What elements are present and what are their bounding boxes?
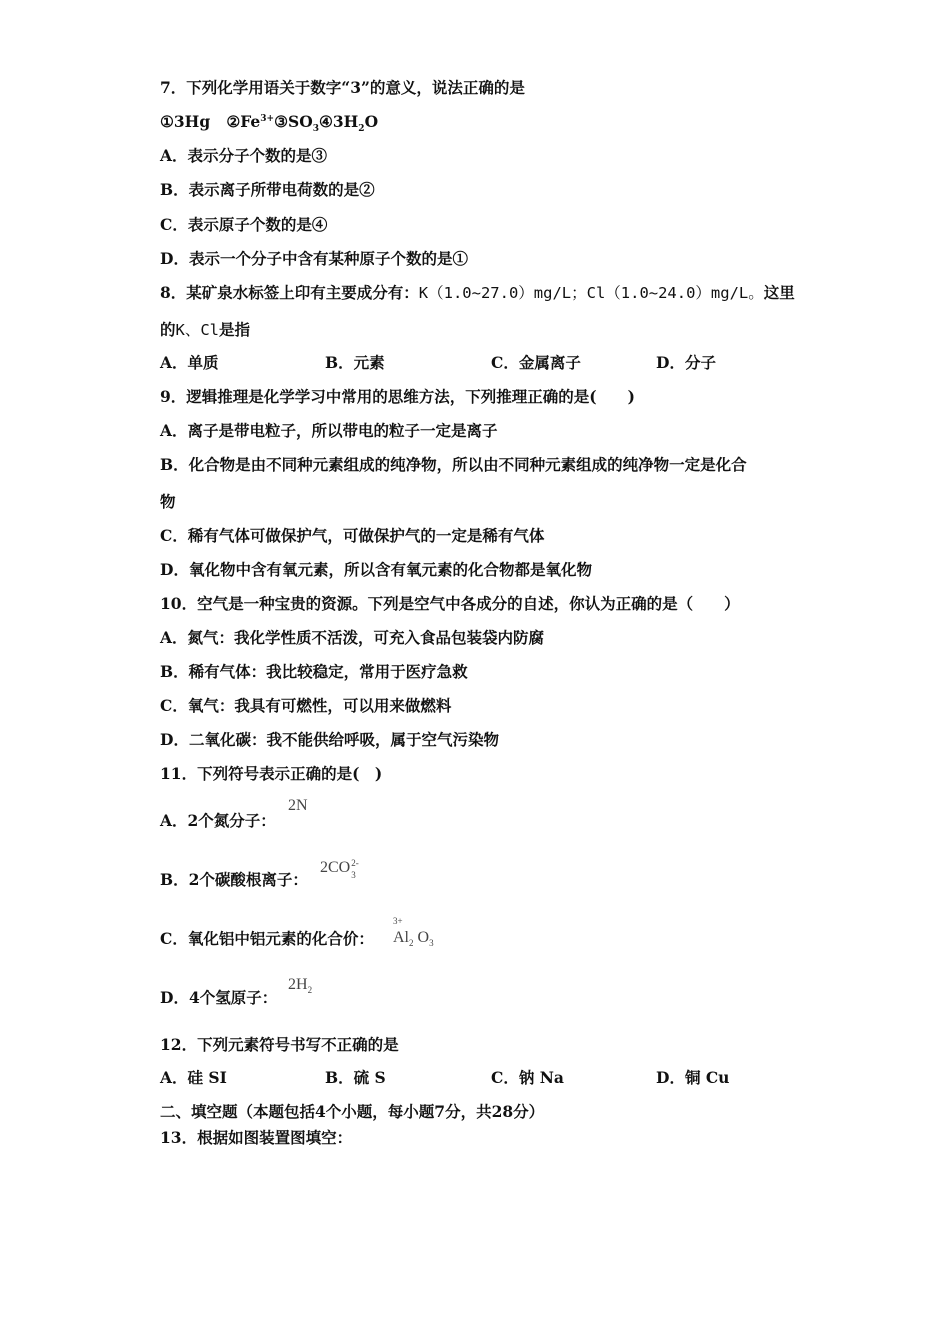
q10-stem: 10．空气是一种宝贵的资源。下列是空气中各成分的自述，你认为正确的是（ ） — [160, 594, 740, 613]
q7-item-2: $②Fe^{3+}$ — [226, 112, 275, 131]
q8-option-b: B．元素 — [325, 353, 385, 372]
q7-item-3: $③SO_3$ — [274, 112, 319, 135]
section-heading: 二、填空题（本题包括4个小题，每小题7分，共28分） — [160, 1102, 545, 1121]
q9-option-a: A．离子是带电粒子，所以带电的粒子一定是离子 — [160, 421, 498, 440]
q7-item-4: $④3H_2O$ — [318, 112, 379, 135]
q8-stem: 8．某矿泉水标签上印有主要成分有：K（1.0~27.0）mg/L；Cl（1.0~24.0）mg/L。这里 — [160, 283, 795, 302]
q12-option-b: B．硫 S — [325, 1068, 386, 1087]
q9-stem: 9．逻辑推理是化学学习中常用的思维方法，下列推理正确的是( ) — [160, 387, 635, 406]
q11-option-d-formula: $2H_2$ — [288, 976, 313, 996]
q7-item-1: ①3Hg — [160, 112, 211, 131]
q8-label-values: K（1.0~27.0）mg/L；Cl（1.0~24.0）mg/L。 — [418, 284, 764, 302]
q13-stem: 13．根据如图装置图填空： — [160, 1128, 353, 1147]
q10-option-d: D．二氧化碳：我不能供给呼吸，属于空气污染物 — [160, 730, 499, 749]
q12-option-c: C．钠 Na — [491, 1068, 564, 1087]
q12-option-d: D．铜 Cu — [656, 1068, 730, 1087]
q10-option-c: C．氧气：我具有可燃性，可以用来做燃料 — [160, 696, 452, 715]
q8-stem-continued: 的K、Cl是指 — [160, 320, 251, 339]
q12-stem: 12．下列元素符号书写不正确的是 — [160, 1035, 399, 1054]
q8-option-d: D．分子 — [656, 353, 716, 372]
q8-option-c: C．金属离子 — [491, 353, 581, 372]
q11-option-c: C．氧化铝中铝元素的化合价： — [160, 929, 374, 948]
q11-option-b: B．2个碳酸根离子： — [160, 870, 308, 889]
q10-option-a: A．氮气：我化学性质不活泼，可充入食品包装袋内防腐 — [160, 628, 545, 647]
q11-option-a-formula: 2N — [288, 797, 308, 814]
q7-option-b: B．表示离子所带电荷数的是② — [160, 180, 375, 199]
q11-stem: 11．下列符号表示正确的是( ) — [160, 764, 383, 783]
q11-option-d: D．4个氢原子： — [160, 988, 278, 1007]
q9-option-c: C．稀有气体可做保护气，可做保护气的一定是稀有气体 — [160, 526, 545, 545]
q12-option-a: A．硅 SI — [160, 1068, 227, 1087]
q7-option-a: A．表示分子个数的是③ — [160, 146, 328, 165]
q7-option-c: C．表示原子个数的是④ — [160, 215, 328, 234]
q7-option-d: D．表示一个分子中含有某种原子个数的是① — [160, 249, 468, 268]
q7-stem: 7．下列化学用语关于数字“3”的意义，说法正确的是 — [160, 78, 525, 97]
q7-formula-line — [160, 112, 379, 135]
q10-option-b: B．稀有气体：我比较稳定，常用于医疗急救 — [160, 662, 468, 681]
q8-option-a: A．单质 — [160, 353, 219, 372]
q11-option-c-valence: 3+ — [393, 916, 403, 926]
q9-option-d: D．氧化物中含有氧元素，所以含有氧元素的化合物都是氧化物 — [160, 560, 592, 579]
q9-option-b: B．化合物是由不同种元素组成的纯净物，所以由不同种元素组成的纯净物一定是化合 — [160, 455, 747, 474]
q11-option-a: A．2个氮分子： — [160, 811, 276, 830]
q11-option-b-formula: 2CO 2- 3 — [320, 858, 359, 880]
q11-option-c-formula: $Al_2$ $O_3$ — [393, 929, 434, 949]
q9-option-b-continued: 物 — [160, 492, 176, 511]
